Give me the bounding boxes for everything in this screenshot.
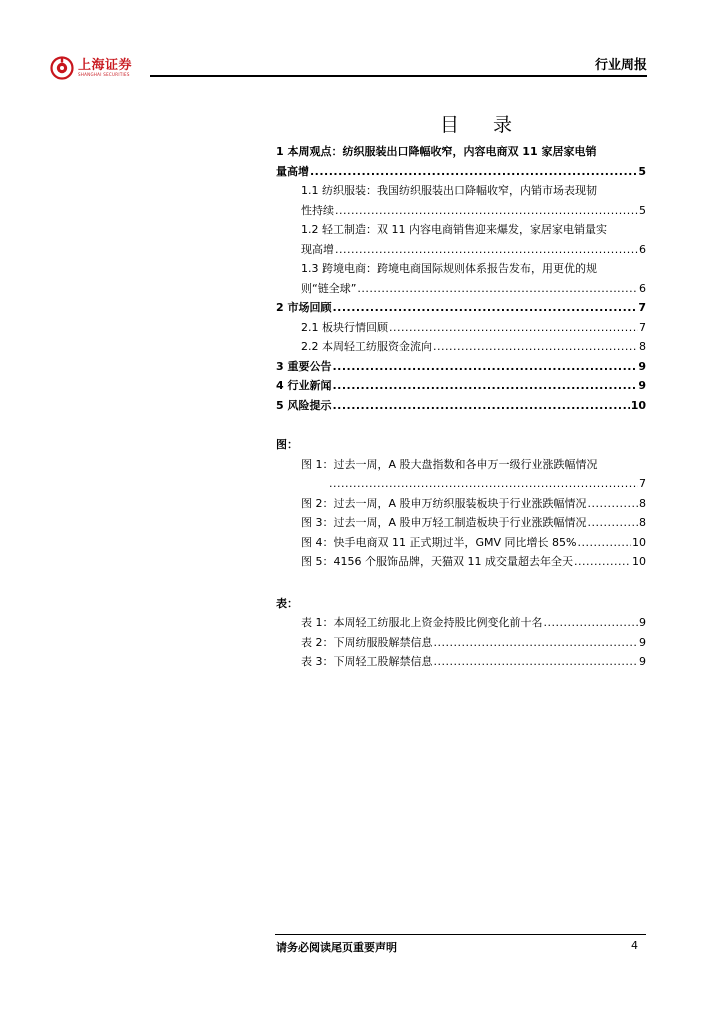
leader-dots <box>335 201 638 221</box>
toc-entry[interactable] <box>276 240 646 260</box>
figure-entry-label: 图 3：过去一周，A 股申万轻工制造板块于行业涨跌幅情况 <box>301 516 587 529</box>
figure-entry-page: 8 <box>639 496 646 510</box>
figure-entry-page: 10 <box>632 555 646 568</box>
logo-english-text: SHANGHAI SECURITIES <box>78 72 130 77</box>
figure-entry-label: 图 4：快手电商双 11 正式期过半，GMV 同比增长 85% <box>301 535 577 549</box>
page-number: 4 <box>631 939 638 952</box>
toc-entry-page: 7 <box>639 320 646 334</box>
figure-entry-page: 7 <box>639 477 646 490</box>
toc-entry-page: 7 <box>638 301 646 314</box>
leader-dots <box>310 162 637 182</box>
table-entry-label: 表 3：下周轻工股解禁信息 <box>301 655 433 668</box>
leader-dots <box>588 494 638 514</box>
toc-entry-page: 9 <box>638 359 646 373</box>
report-type-title: 行业周报 <box>594 58 647 73</box>
figure-entry[interactable] <box>276 533 646 553</box>
logo-emblem-icon <box>50 56 74 80</box>
leader-dots <box>588 513 638 533</box>
leader-dots <box>574 552 631 572</box>
figures-heading: 图： <box>276 438 298 451</box>
leader-dots <box>434 652 639 672</box>
figure-entry-page: 8 <box>639 516 646 529</box>
figure-entry[interactable] <box>276 552 646 572</box>
leader-dots <box>434 633 639 653</box>
toc-entry-line1[interactable]: 1.2 轻工制造：双 11 内容电商销售迎来爆发，家居家电销量实 <box>301 223 607 236</box>
leader-dots <box>335 240 638 260</box>
figure-entry[interactable] <box>276 474 646 494</box>
table-entry-page: 9 <box>639 616 646 629</box>
toc-title: 目 录 <box>440 114 527 136</box>
leader-dots <box>544 613 639 633</box>
table-entry[interactable] <box>276 633 646 653</box>
toc-entry-label: 3 重要公告 <box>276 359 332 373</box>
table-entry-label: 表 2：下周纺服股解禁信息 <box>301 635 433 649</box>
logo-chinese-text: 上海证券 <box>78 58 133 73</box>
table-entry-page: 9 <box>639 655 646 668</box>
leader-dots <box>577 533 631 553</box>
toc-entry-page: 8 <box>639 340 646 353</box>
figure-entry[interactable] <box>276 513 646 533</box>
toc-entry-line1[interactable]: 1 本周观点：纺织服装出口降幅收窄，内容电商双 11 家居家电销 <box>276 145 597 158</box>
toc-entry-label: 则“链全球” <box>301 281 357 295</box>
toc-entry-page: 6 <box>639 242 646 256</box>
toc-entry[interactable] <box>276 376 646 396</box>
leader-dots <box>332 376 637 396</box>
toc-entry-label: 4 行业新闻 <box>276 379 332 392</box>
leader-dots <box>433 337 638 357</box>
leader-dots <box>329 474 638 494</box>
table-entry[interactable] <box>276 652 646 672</box>
toc-entry-page: 5 <box>638 164 646 178</box>
figure-entry[interactable] <box>276 494 646 514</box>
toc-entry-line1[interactable]: 1.1 纺织服装：我国纺织服装出口降幅收窄，内销市场表现韧 <box>301 184 597 197</box>
toc-entry-page: 5 <box>639 203 646 217</box>
figure-entry-label: 图 5：4156 个服饰品牌，天猫双 11 成交量超去年全天 <box>301 555 573 568</box>
footer-disclaimer: 请务必阅读尾页重要声明 <box>276 941 397 954</box>
toc-entry[interactable] <box>276 337 646 357</box>
toc-entry-label: 性持续 <box>301 203 334 217</box>
figure-entry-label: 图 2：过去一周，A 股申万纺织服装板块于行业涨跌幅情况 <box>301 496 587 510</box>
toc-entry[interactable] <box>276 357 646 377</box>
tables-heading: 表： <box>276 596 298 610</box>
toc-entry-page: 6 <box>639 281 646 295</box>
footer-divider <box>275 934 646 935</box>
leader-dots <box>332 298 637 318</box>
table-entry-page: 9 <box>639 635 646 649</box>
toc-entry[interactable] <box>276 396 646 416</box>
header-divider <box>150 75 647 77</box>
toc-entry-label: 量高增 <box>276 164 309 178</box>
figure-entry-line1[interactable]: 图 1：过去一周，A 股大盘指数和各申万一级行业涨跌幅情况 <box>301 457 598 471</box>
table-entry-label: 表 1：本周轻工纺服北上资金持股比例变化前十名 <box>301 616 543 629</box>
toc-entry-line1[interactable]: 1.3 跨境电商：跨境电商国际规则体系报告发布，用更优的规 <box>301 262 597 275</box>
table-entry[interactable] <box>276 613 646 633</box>
figure-entry-page: 10 <box>632 535 646 549</box>
toc-entry-page: 10 <box>630 398 646 412</box>
company-logo <box>50 56 132 80</box>
leader-dots <box>332 357 637 377</box>
leader-dots <box>332 396 629 416</box>
toc-entry-label: 现高增 <box>301 242 334 256</box>
leader-dots <box>389 318 638 338</box>
toc-entry-label: 2.1 板块行情回顾 <box>301 320 388 334</box>
toc-entry-label: 2.2 本周轻工纺服资金流向 <box>301 340 432 353</box>
leader-dots <box>357 279 638 299</box>
toc-entry[interactable] <box>276 318 646 338</box>
toc-container <box>276 142 646 672</box>
toc-entry[interactable] <box>276 279 646 299</box>
toc-entry[interactable] <box>276 162 646 182</box>
toc-entry[interactable] <box>276 298 646 318</box>
toc-entry-label: 2 市场回顾 <box>276 301 332 314</box>
toc-entry-page: 9 <box>638 379 646 392</box>
toc-entry[interactable] <box>276 201 646 221</box>
toc-entry-label: 5 风险提示 <box>276 398 332 412</box>
